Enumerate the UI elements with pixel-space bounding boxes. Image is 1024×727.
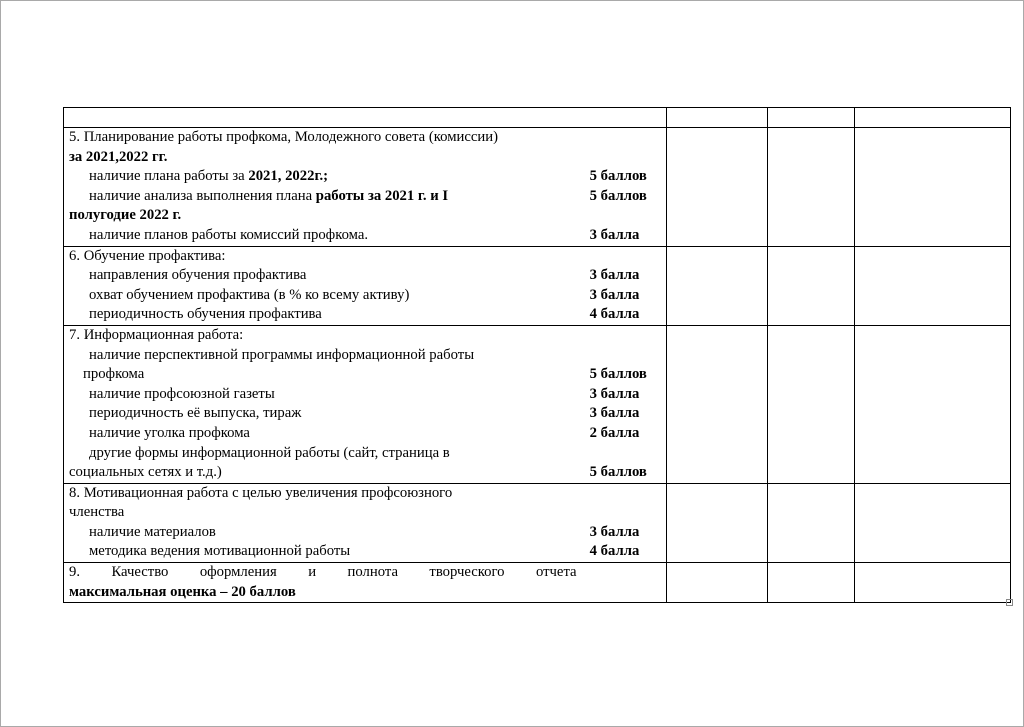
section-7-cell [64,325,667,483]
criterion-text: охват обучением профактива (в % ко всему активу) [89,286,410,303]
criterion-text: методика ведения мотивационной работы [89,543,351,560]
table-cell [666,128,767,247]
criterion-points: 5 баллов [589,464,647,481]
criterion-points: 5 баллов [589,366,647,383]
max-score: максимальная оценка – 20 баллов [69,583,296,600]
criterion-text: другие формы информационной работы (сайт, страница в [89,444,450,461]
table-row [64,128,1011,247]
table-row [64,483,1011,562]
criterion-points: 4 балла [589,306,640,323]
criterion-points: 3 балла [589,405,640,422]
table-cell [666,325,767,483]
criterion-text: наличие уголка профкома [89,424,250,441]
criterion-points: 2 балла [589,424,640,441]
table-row [64,563,1011,603]
section-5-period: за 2021,2022 гг. [69,148,168,165]
criterion-points: 3 балла [589,523,640,540]
section-8-cell [64,483,667,562]
criterion-text: наличие перспективной программы информационной работы [89,346,475,363]
section-5-title: 5. Планирование работы профкома, Молодежного совета (комиссии) [69,129,499,145]
section-9-cell [64,563,667,603]
criterion-text: направления обучения профактива [89,267,307,284]
criterion-points: 3 балла [589,267,640,284]
criterion-text: наличие плана работы за 2021, 2022г.; [89,168,329,185]
table-cell [854,483,1010,562]
table-cell [767,128,854,247]
section-8-title: 8. Мотивационная работа с целью увеличения профсоюзного [69,484,453,501]
criterion-text-continued: социальных сетях и т.д.) [69,464,222,481]
section-8-title-continued: членства [69,504,125,521]
criterion-points: 4 балла [589,543,640,560]
table-cell [767,563,854,603]
table-cell [666,483,767,562]
criterion-points: 5 баллов [589,168,647,185]
table-row [64,325,1011,483]
table-row [64,108,1011,128]
section-6-title: 6. Обучение профактива: [69,247,226,264]
table-cell [767,246,854,325]
table-cell [64,108,667,128]
table-cell [854,325,1010,483]
section-9-title: 9. Качество оформления и полнота творческого отчета [69,564,577,581]
criterion-text-continued: полугодие 2022 г. [69,207,182,224]
evaluation-table [63,107,1011,603]
section-6-cell [64,246,667,325]
criterion-text: периодичность обучения профактива [89,306,322,323]
table-cell [854,108,1010,128]
table-cell [666,563,767,603]
criterion-points: 3 балла [589,286,640,303]
table-cell [854,246,1010,325]
table-cell [767,483,854,562]
criterion-points: 5 баллов [589,187,647,204]
section-5-cell [64,128,667,247]
criterion-text: периодичность её выпуска, тираж [89,405,302,422]
table-cell [666,108,767,128]
criterion-points: 3 балла [589,226,640,243]
table-cell [666,246,767,325]
table-resize-handle[interactable] [1006,599,1013,606]
criterion-text: наличие планов работы комиссий профкома. [89,226,369,243]
criterion-text-continued: профкома [83,366,145,383]
table-cell [854,563,1010,603]
criterion-text: наличие профсоюзной газеты [89,385,275,402]
criterion-text: наличие материалов [89,523,216,540]
table-row [64,246,1011,325]
table-cell [767,108,854,128]
criterion-points: 3 балла [589,385,640,402]
table-cell [854,128,1010,247]
table-cell [767,325,854,483]
criterion-text: наличие анализа выполнения плана работы за 2021 г. и I [89,187,449,204]
section-7-title: 7. Информационная работа: [69,326,244,343]
